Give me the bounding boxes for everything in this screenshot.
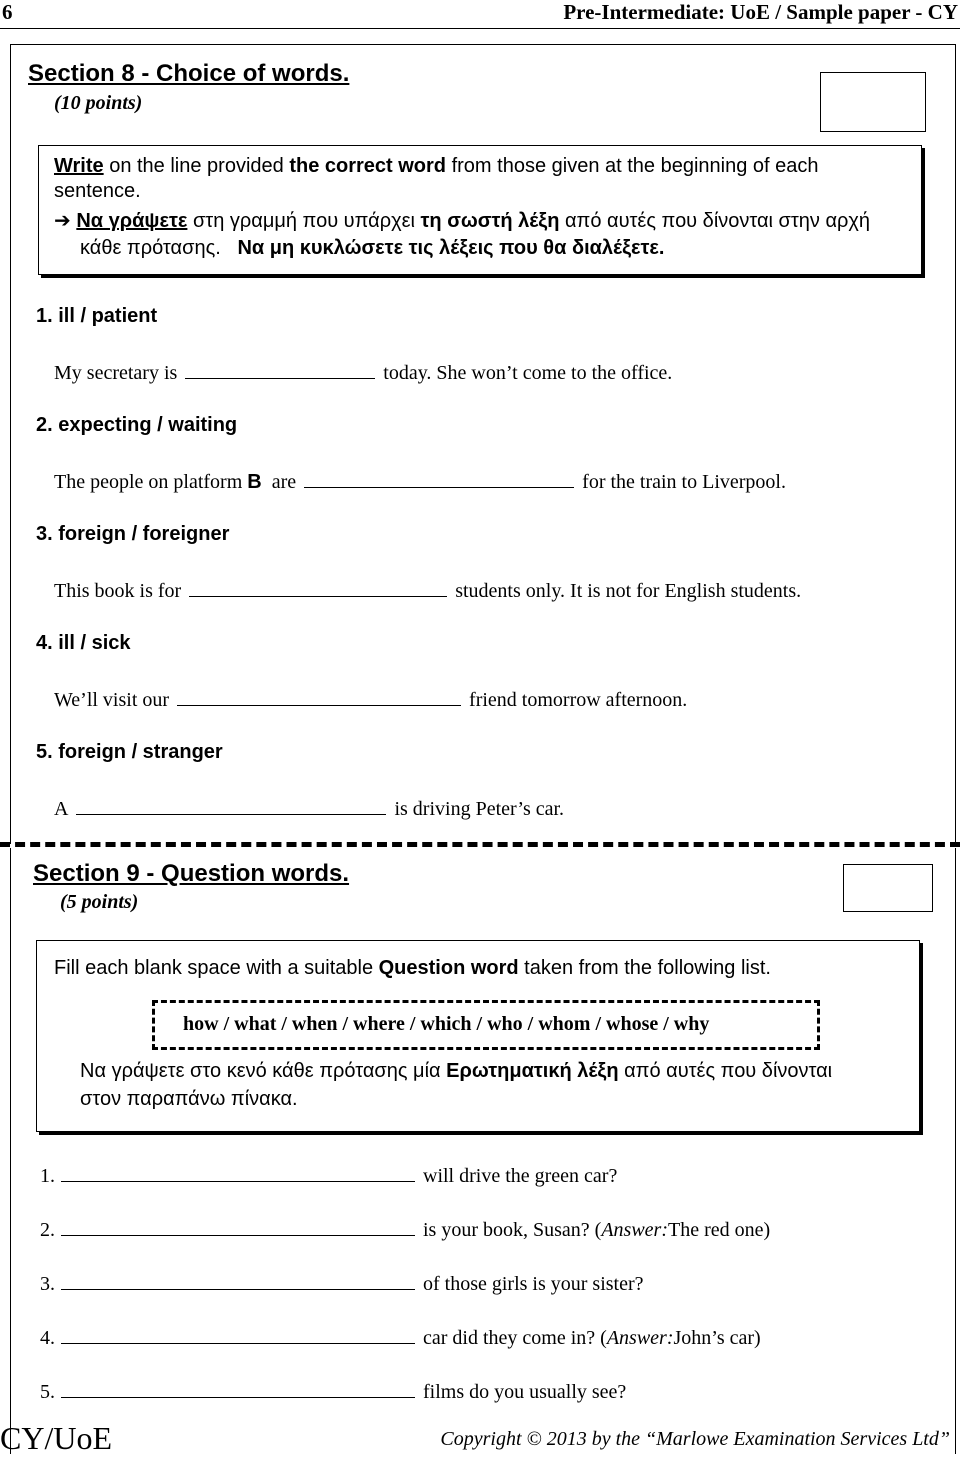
question-head: 5. foreign / stranger (36, 741, 223, 763)
word-list: how / what / when / where / which / who / whom / whose / why (183, 1013, 710, 1035)
answer-blank[interactable] (61, 1379, 415, 1398)
answer-blank[interactable] (61, 1163, 415, 1182)
question-text: is driving Peter’s car. (394, 798, 565, 820)
question-text: today. She won’t come to the office. (383, 362, 673, 384)
instruction-gr-bold: Να γράψετε (76, 210, 188, 232)
question-text: is your book, Susan? ( (423, 1219, 602, 1241)
question-text: friend tomorrow afternoon. (469, 689, 688, 711)
question-line (54, 360, 672, 385)
question-head: 1. ill / patient (36, 305, 158, 327)
arrow-icon: ➔ (54, 210, 71, 232)
answer-blank[interactable] (61, 1271, 415, 1290)
answer-blank[interactable] (185, 360, 375, 379)
footer-code: CY/UoE (0, 1420, 112, 1456)
question-head: 3. foreign / foreigner (36, 523, 230, 545)
question-text: We’ll visit our (54, 689, 170, 711)
section8-instruction-en-line2: sentence. (54, 180, 141, 202)
platform-label: B (247, 471, 262, 493)
instruction-gr-text: κάθε πρότασης. (80, 237, 221, 259)
section9-score-box (843, 864, 933, 912)
instruction-gr-bold: Να μη κυκλώσετε τις λέξεις που θα διαλέξετε. (237, 237, 665, 259)
header-title: Pre-Intermediate: UoE / Sample paper - CY (563, 0, 958, 24)
question-line (40, 1325, 761, 1350)
answer-blank[interactable] (76, 796, 386, 815)
instruction-gr-text: από αυτές που δίνονται (618, 1060, 833, 1082)
section8-score-box (820, 72, 926, 132)
instruction-gr-text: από αυτές που δίνονται στην αρχή (559, 210, 871, 232)
question-text: This book is for (54, 580, 182, 602)
question-number: 1. (40, 1165, 55, 1187)
question-line (40, 1163, 617, 1188)
instruction-text: from those given at the beginning of each (446, 155, 819, 177)
section8-points: (10 points) (54, 92, 143, 114)
question-text: of those girls is your sister? (423, 1273, 644, 1295)
answer-label: Answer: (601, 1219, 668, 1241)
question-text: The people on platform (54, 471, 243, 493)
question-line (54, 578, 801, 603)
section8-instruction-gr (54, 208, 870, 233)
section9-instruction-en (54, 957, 771, 980)
section8-instruction-gr-line2 (80, 237, 664, 260)
question-number: 3. (40, 1273, 55, 1295)
section8-title: Section 8 - Choice of words. (28, 60, 350, 87)
instruction-text: Fill each blank space with a suitable (54, 957, 379, 979)
question-number: 2. (40, 1219, 55, 1241)
question-text: for the train to Liverpool. (582, 471, 786, 493)
instruction-gr-text: Να γράψετε στο κενό κάθε πρότασης μία (80, 1060, 447, 1082)
answer-blank[interactable] (177, 687, 461, 706)
question-head: 4. ill / sick (36, 632, 131, 654)
section9-instruction-gr (80, 1060, 832, 1083)
question-line (40, 1379, 626, 1404)
instruction-gr-bold: Ερωτηματική λέξη (446, 1060, 619, 1082)
instruction-text: taken from the following list. (518, 957, 771, 979)
footer-copyright: Copyright © 2013 by the “Marlowe Examination Services Ltd” (440, 1428, 950, 1450)
section9-title: Section 9 - Question words. (33, 860, 350, 887)
instruction-bold: the correct word (289, 155, 447, 177)
question-text: will drive the green car? (423, 1165, 618, 1187)
question-line (54, 469, 786, 494)
header-rule (0, 28, 960, 29)
section-separator (0, 842, 960, 847)
section9-points: (5 points) (60, 891, 139, 913)
answer-blank[interactable] (61, 1217, 415, 1236)
question-text: students only. It is not for English students. (455, 580, 802, 602)
section8-instruction-en (54, 155, 819, 178)
section9-instruction-gr-line2: στον παραπάνω πίνακα. (80, 1088, 298, 1110)
question-line (40, 1217, 770, 1242)
instruction-bold: Question word (378, 957, 519, 979)
question-text: films do you usually see? (423, 1381, 627, 1403)
answer-text: John’s car) (673, 1327, 761, 1349)
answer-blank[interactable] (189, 578, 447, 597)
question-text: A (54, 798, 69, 820)
question-number: 4. (40, 1327, 55, 1349)
question-head: 2. expecting / waiting (36, 414, 238, 436)
page-number: 6 (2, 0, 13, 24)
section9-frame (10, 848, 956, 1454)
answer-label: Answer: (606, 1327, 674, 1349)
instruction-gr-text: στη γραμμή που υπάρχει (187, 210, 421, 232)
question-line (54, 687, 687, 712)
instruction-write: Write (54, 155, 104, 177)
instruction-gr-bold: τη σωστή λέξη (420, 210, 560, 232)
question-line (40, 1271, 644, 1296)
answer-blank[interactable] (304, 469, 574, 488)
question-text: are (271, 471, 297, 493)
question-number: 5. (40, 1381, 55, 1403)
question-line (54, 796, 564, 821)
answer-blank[interactable] (61, 1325, 415, 1344)
question-text: My secretary is (54, 362, 178, 384)
answer-text: The red one) (668, 1219, 771, 1241)
question-text: car did they come in? ( (423, 1327, 607, 1349)
instruction-text: on the line provided (103, 155, 290, 177)
